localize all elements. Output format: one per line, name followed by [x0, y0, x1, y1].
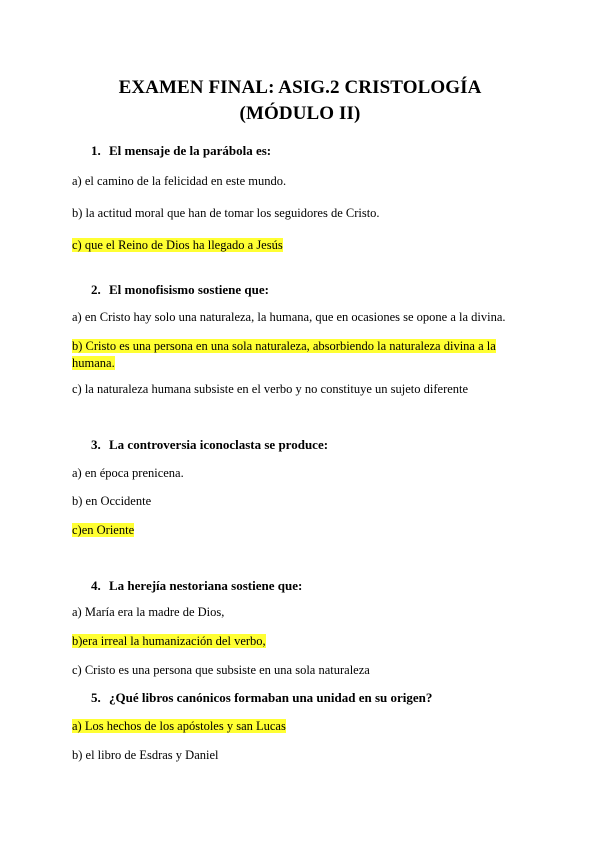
answer-text-highlighted: a) Los hechos de los apóstoles y san Lucas: [72, 719, 286, 733]
answer-text: b) en Occidente: [72, 494, 152, 508]
question-4: [91, 578, 302, 594]
question-number: 4.: [91, 578, 101, 593]
question-text: ¿Qué libros canónicos formaban una unidad en su origen?: [109, 690, 433, 705]
answer-4c: [72, 662, 370, 679]
question-number: 1.: [91, 143, 101, 158]
question-number: 3.: [91, 437, 101, 452]
answer-1a: [72, 173, 286, 190]
answer-2c: [72, 381, 468, 398]
answer-text-highlighted: c)en Oriente: [72, 523, 135, 537]
answer-text: b) la actitud moral que han de tomar los seguidores de Cristo.: [72, 206, 380, 220]
answer-text-highlighted: b)era irreal la humanización del verbo,: [72, 634, 266, 648]
answer-2a: [72, 309, 506, 326]
answer-5b: [72, 747, 218, 764]
exam-title-line2: (MÓDULO II): [239, 103, 361, 124]
answer-text: a) en Cristo hay solo una naturaleza, la humana, que en ocasiones se opone a la divina.: [72, 310, 506, 324]
question-text: El monofisismo sostiene que:: [109, 282, 269, 297]
question-text: La controversia iconoclasta se produce:: [109, 437, 329, 452]
answer-text-highlighted: c) que el Reino de Dios ha llegado a Jesús: [72, 238, 283, 252]
answer-text: c) la naturaleza humana subsiste en el verbo y no constituye un sujeto diferente: [72, 382, 469, 396]
answer-3a: [72, 465, 184, 482]
exam-title-line1: EXAMEN FINAL: ASIG.2 CRISTOLOGÍA: [118, 77, 482, 98]
answer-text: c) Cristo es una persona que subsiste en una sola naturaleza: [72, 663, 370, 677]
answer-4a: [72, 604, 224, 621]
answer-3c: [72, 522, 134, 539]
question-5: [91, 690, 432, 706]
question-1: [91, 143, 271, 159]
question-text: La herejía nestoriana sostiene que:: [109, 578, 303, 593]
answer-text: a) en época prenicena.: [72, 466, 184, 480]
answer-text-highlighted: b) Cristo es una persona en una sola naturaleza, absorbiendo la naturaleza divina a la humana.: [72, 339, 496, 370]
answer-4b: [72, 633, 266, 650]
answer-2b: [72, 338, 532, 372]
question-number: 2.: [91, 282, 101, 297]
answer-1c: [72, 237, 283, 254]
answer-text: b) el libro de Esdras y Daniel: [72, 748, 219, 762]
question-2: [91, 282, 269, 298]
answer-1b: [72, 205, 380, 222]
answer-3b: [72, 493, 151, 510]
answer-text: a) el camino de la felicidad en este mundo.: [72, 174, 287, 188]
question-text: El mensaje de la parábola es:: [109, 143, 272, 158]
answer-5a: [72, 718, 286, 735]
question-3: [91, 437, 328, 453]
question-number: 5.: [91, 690, 101, 705]
answer-text: a) María era la madre de Dios,: [72, 605, 225, 619]
